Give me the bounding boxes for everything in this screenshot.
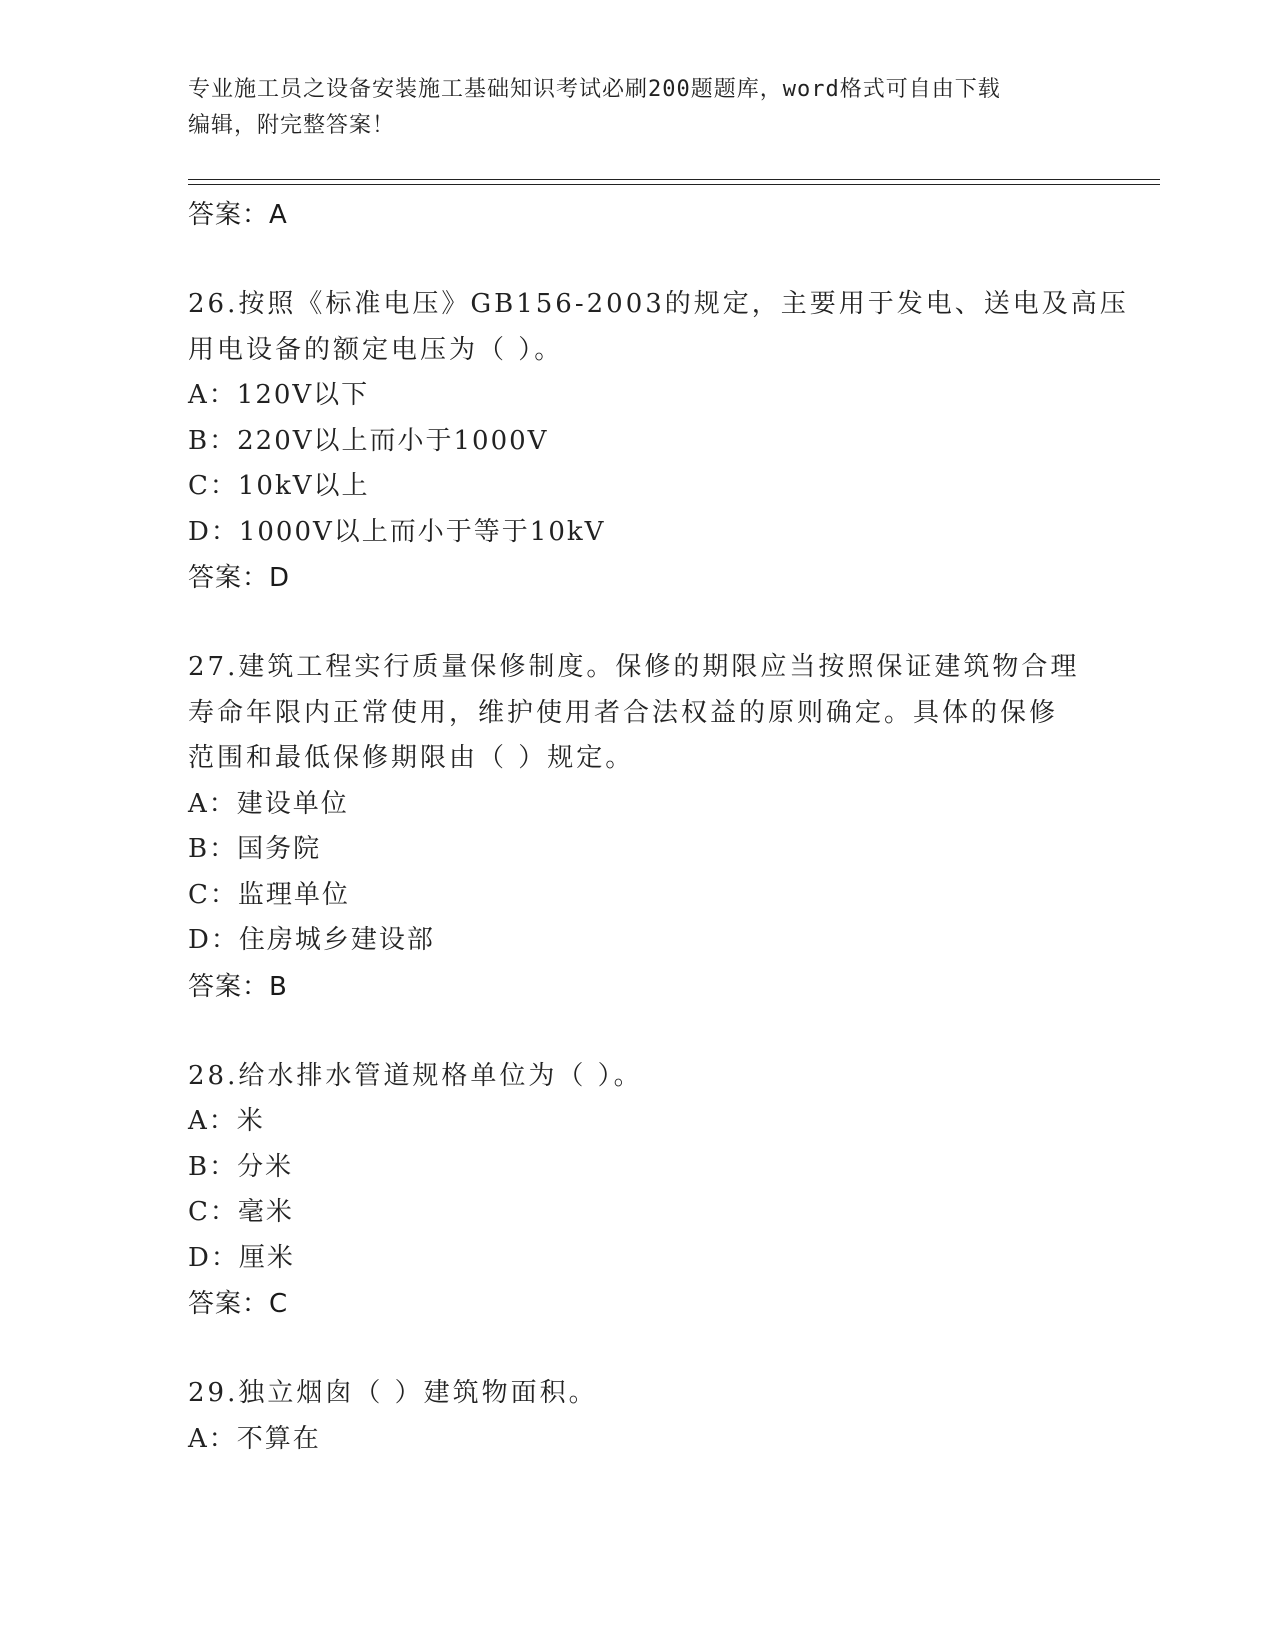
header-divider-top	[188, 179, 1160, 180]
option-b: B：国务院	[188, 834, 322, 864]
header-title-line-2: 编辑，附完整答案！	[188, 113, 396, 138]
answer-line: 答案：D	[188, 563, 291, 593]
question-29	[188, 1371, 1088, 1462]
question-28	[188, 1054, 1088, 1328]
document-header	[188, 72, 1088, 144]
spacer	[188, 1327, 1088, 1371]
option-c: C：监理单位	[188, 879, 350, 910]
option-d: D：厘米	[188, 1242, 295, 1273]
answer-line: 答案：C	[188, 1289, 289, 1319]
option-c: C：10kV以上	[188, 471, 370, 501]
question-text-line: 28.给水排水管道规格单位为（ ）。	[188, 1060, 643, 1091]
answer-line: 答案：B	[188, 971, 288, 1002]
answer-line: 答案：A	[188, 200, 288, 230]
option-b: B：220V以上而小于1000V	[188, 425, 549, 456]
option-a: A：米	[188, 1106, 265, 1136]
option-c: C：毫米	[188, 1197, 294, 1227]
spacer	[188, 1010, 1088, 1054]
header-title-line-1: 专业施工员之设备安装施工基础知识考试必刷200题题库，word格式可自由下载	[188, 77, 1001, 102]
question-list	[188, 192, 1129, 1462]
option-b: B：分米	[188, 1151, 294, 1182]
question-text-line: 寿命年限内正常使用，维护使用者合法权益的原则确定。具体的保修	[188, 697, 1059, 728]
question-text-line: 29.独立烟囱（ ）建筑物面积。	[188, 1378, 598, 1408]
question-text-line: 26.按照《标准电压》GB156-2003的规定，主要用于发电、送电及高压	[188, 289, 1129, 319]
option-a: A：建设单位	[188, 788, 349, 819]
option-d: D：1000V以上而小于等于10kV	[188, 516, 606, 547]
spacer	[188, 238, 1088, 282]
question-27	[188, 645, 1088, 1010]
question-26	[188, 282, 1129, 601]
header-divider-bottom	[188, 184, 1160, 185]
option-d: D：住房城乡建设部	[188, 925, 435, 955]
question-text-line: 用电设备的额定电压为（ ）。	[188, 334, 564, 365]
option-a: A：120V以下	[188, 380, 370, 410]
question-text-line: 范围和最低保修期限由（ ）规定。	[188, 743, 635, 773]
question-text-line: 27.建筑工程实行质量保修制度。保修的期限应当按照保证建筑物合理	[188, 652, 1080, 682]
spacer	[188, 601, 1088, 645]
option-a: A：不算在	[188, 1423, 321, 1454]
